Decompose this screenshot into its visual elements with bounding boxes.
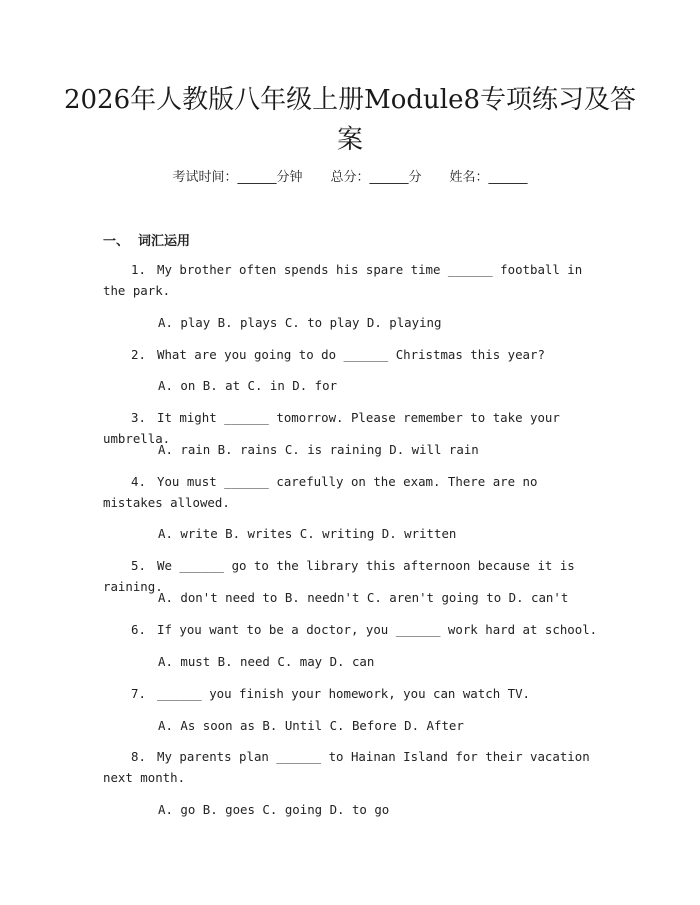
question-4-options: A. write B. writes C. writing D. written <box>158 526 457 541</box>
question-2-options: A. on B. at C. in D. for <box>158 378 338 393</box>
question-6 <box>103 619 600 640</box>
question-6-options: A. must B. need C. may D. can <box>158 654 375 669</box>
question-text: If you want to be a doctor, you ______ work hard at school. <box>157 622 598 637</box>
question-4 <box>103 471 600 513</box>
question-number: 3. <box>131 410 146 425</box>
question-text: My brother often spends his spare time ______ football in the park. <box>103 262 583 298</box>
question-7 <box>103 683 600 704</box>
question-1 <box>103 259 600 301</box>
section-title: 一、 词汇运用 <box>103 234 191 249</box>
question-text: ______ you finish your homework, you can watch TV. <box>157 686 530 701</box>
question-7-options: A. As soon as B. Until C. Before D. After <box>158 718 464 733</box>
question-text: It might ______ tomorrow. Please remember to take your umbrella. <box>103 410 560 446</box>
question-text: My parents plan ______ to Hainan Island for their vacation next month. <box>103 749 590 785</box>
question-8 <box>103 746 600 788</box>
question-number: 7. <box>131 686 146 701</box>
question-text: You must ______ carefully on the exam. There are no mistakes allowed. <box>103 474 538 510</box>
question-2 <box>103 344 600 365</box>
exam-time: 考试时间：______分钟 <box>172 170 303 185</box>
question-number: 8. <box>131 749 146 764</box>
question-number: 5. <box>131 558 146 573</box>
question-number: 1. <box>131 262 146 277</box>
question-3-options: A. rain B. rains C. is raining D. will rain <box>158 442 479 457</box>
document-title: 2026年人教版八年级上册Module8专项练习及答案 <box>63 85 637 155</box>
question-8-options: A. go B. goes C. going D. to go <box>158 802 390 817</box>
question-5-options: A. don't need to B. needn't C. aren't going to D. can't <box>158 590 569 605</box>
exam-meta <box>0 168 700 188</box>
exam-name: 姓名：______ <box>449 170 528 185</box>
exam-score: 总分：______分 <box>330 170 422 185</box>
question-number: 6. <box>131 622 146 637</box>
question-number: 4. <box>131 474 146 489</box>
question-number: 2. <box>131 347 146 362</box>
question-1-options: A. play B. plays C. to play D. playing <box>158 315 442 330</box>
question-text: What are you going to do ______ Christmas this year? <box>157 347 545 362</box>
question-text: We ______ go to the library this afternoon because it is raining. <box>103 558 575 594</box>
